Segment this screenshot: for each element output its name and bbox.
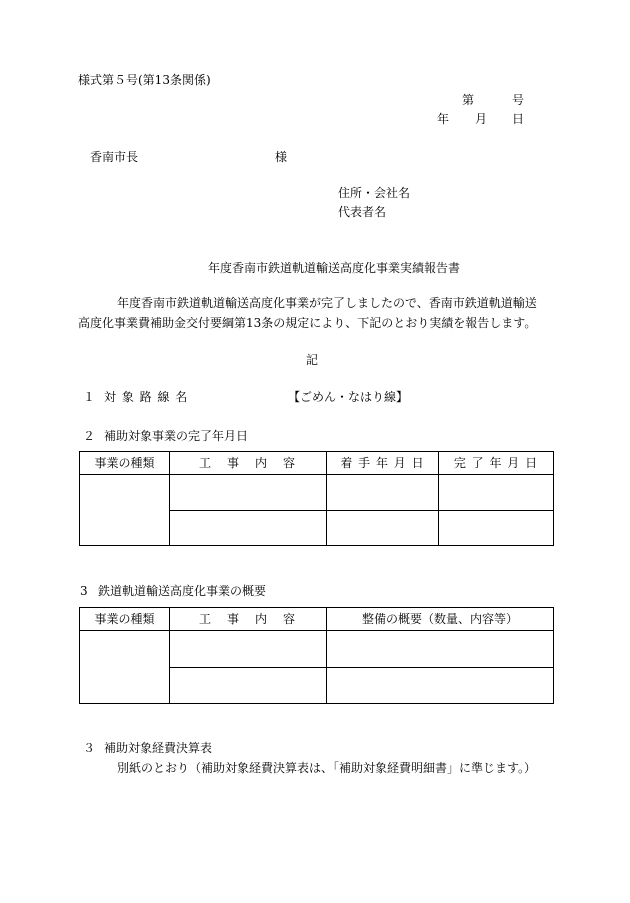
table-cell (439, 475, 554, 511)
header-completion-date: 完 了 年 月 日 (439, 452, 554, 475)
table-header-row (80, 452, 554, 475)
addressee-name: 香南市長 (90, 150, 139, 164)
table-cell (170, 511, 327, 546)
section-1-label: 対 象 路 線 名 (104, 390, 189, 404)
completion-date-table (79, 451, 554, 546)
table-cell (170, 668, 327, 704)
section-2-label: 補助対象事業の完了年月日 (104, 429, 249, 443)
section-2-number: ２ (83, 429, 96, 443)
table-cell-project-type (80, 475, 170, 546)
section-3-number: 3 (80, 584, 88, 598)
body-line-1: 年度香南市鉄道軌道輸送高度化事業が完了しましたので、香南市鉄道軌道輸送 (117, 296, 537, 310)
header-project-type: 事業の種類 (80, 608, 170, 631)
header-project-type: 事業の種類 (80, 452, 170, 475)
header-maintenance-overview: 整備の概要（数量、内容等） (327, 608, 554, 631)
section-3-label: 鉄道軌道輸送高度化事業の概要 (98, 584, 267, 598)
project-overview-table (79, 607, 554, 704)
table-cell (327, 511, 439, 546)
document-title: 年度香南市鉄道軌道輸送高度化事業実績報告書 (208, 261, 461, 275)
date-day: 日 (512, 112, 525, 126)
table-cell (327, 475, 439, 511)
document-number-prefix: 第 (462, 93, 475, 107)
date-year: 年 (437, 112, 450, 126)
table-row (80, 475, 554, 511)
table-row (80, 631, 554, 668)
table-cell (170, 475, 327, 511)
table-cell (170, 631, 327, 668)
applicant-address-label: 住所・会社名 (338, 186, 411, 200)
section-1-value: 【ごめん・なはり線】 (288, 390, 409, 404)
section-4-label: 補助対象経費決算表 (104, 741, 213, 755)
section-4-number: ３ (83, 741, 96, 755)
header-start-date: 着 手 年 月 日 (327, 452, 439, 475)
section-1-number: １ (83, 390, 96, 404)
table-cell (327, 631, 554, 668)
section-4-note: 別紙のとおり（補助対象経費決算表は、「補助対象経費明細書」に準じます。） (117, 761, 537, 775)
header-work-content: 工 事 内 容 (170, 452, 327, 475)
table-cell-project-type (80, 631, 170, 704)
document-number-suffix: 号 (512, 93, 525, 107)
table-cell (327, 668, 554, 704)
ki-heading: 記 (306, 353, 319, 367)
table-cell (439, 511, 554, 546)
form-number: 様式第５号(第13条関係) (78, 73, 211, 87)
addressee-honorific: 様 (275, 150, 288, 164)
date-month: 月 (475, 112, 488, 126)
body-line-2: 高度化事業費補助金交付要綱第13条の規定により、下記のとおり実績を報告します。 (78, 316, 537, 330)
applicant-representative-label: 代表者名 (338, 205, 387, 219)
header-work-content: 工 事 内 容 (170, 608, 327, 631)
table-header-row (80, 608, 554, 631)
